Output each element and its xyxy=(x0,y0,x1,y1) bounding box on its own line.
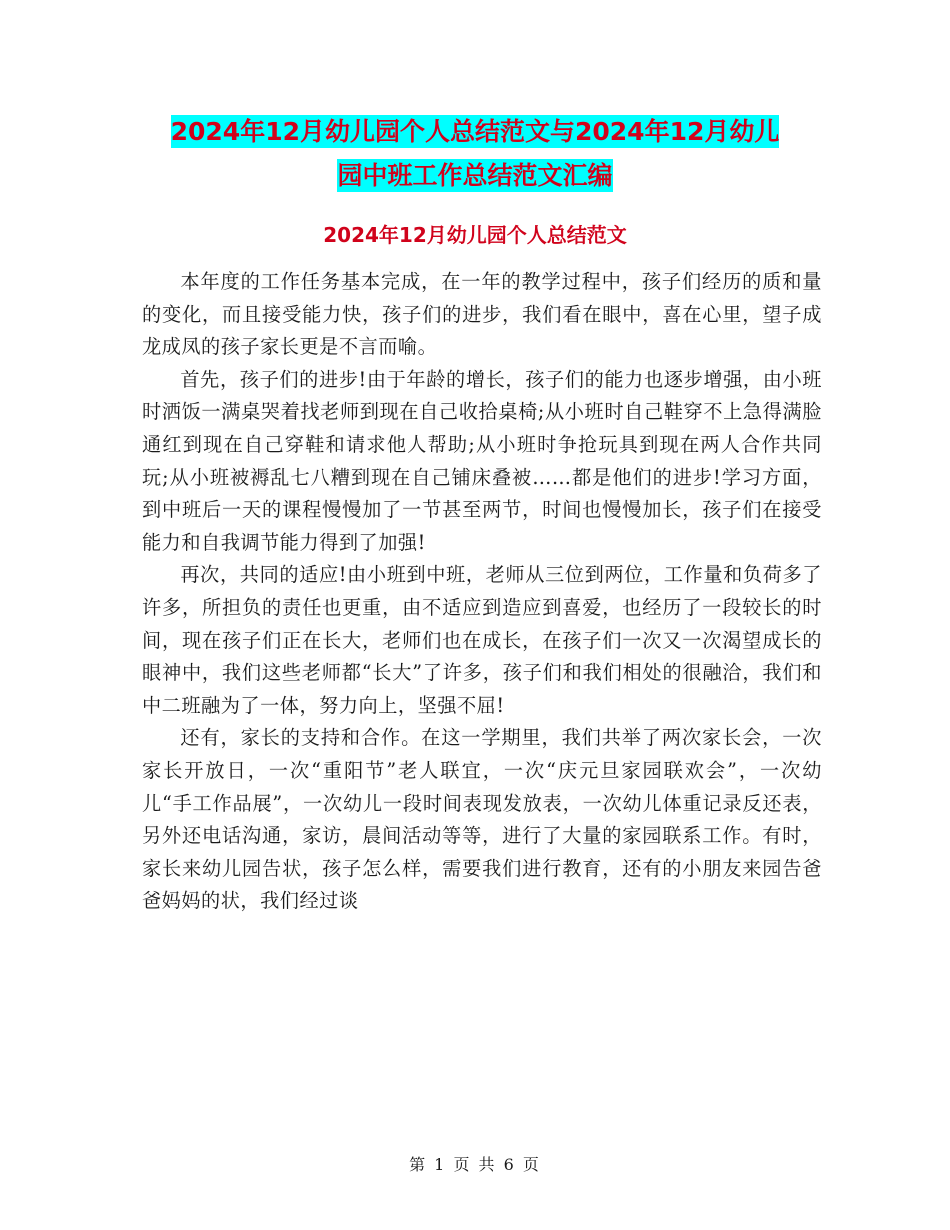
page-number-footer: 第 1 页 共 6 页 xyxy=(409,1155,541,1174)
body-paragraph: 本年度的工作任务基本完成，在一年的教学过程中，孩子们经历的质和量的变化，而且接受能力快，孩子们的进步，我们看在眼中，喜在心里，望子成龙成凤的孩子家长更是不言而喻。 xyxy=(142,270,822,359)
body-paragraph: 首先，孩子们的进步!由于年龄的增长，孩子们的能力也逐步增强，由小班时洒饭一满桌哭着找老师到现在自己收拾桌椅;从小班时自己鞋穿不上急得满脸通红到现在自己穿鞋和请求他人帮助;从小班时争抢玩具到现在两人合作共同玩;从小班被褥乱七八糟到现在自己铺床叠被……都是他们的进步!学习方面，到中班后一天的课程慢慢加了一节甚至两节，时间也慢慢加长，孩子们在接受能力和自我调节能力得到了加强! xyxy=(142,367,822,554)
document-body xyxy=(142,266,822,918)
document-title-line-1: 2024年12月幼儿园个人总结范文与2024年12月幼儿 xyxy=(170,117,780,146)
document-title-line-2: 园中班工作总结范文汇编 xyxy=(337,161,613,190)
document-title xyxy=(0,110,950,198)
body-paragraph: 还有，家长的支持和合作。在这一学期里，我们共举了两次家长会，一次家长开放日，一次“重阳节”老人联宜，一次“庆元旦家园联欢会”，一次幼儿“手工作品展”，一次幼儿一段时间表现发放表，一次幼儿体重记录反还表，另外还电话沟通，家访，晨间活动等等，进行了大量的家园联系工作。有时，家长来幼儿园告状，孩子怎么样，需要我们进行教育，还有的小朋友来园告爸爸妈妈的状，我们经过谈 xyxy=(142,726,822,913)
section-title: 2024年12月幼儿园个人总结范文 xyxy=(323,223,627,247)
body-paragraph: 再次，共同的适应!由小班到中班，老师从三位到两位，工作量和负荷多了许多，所担负的责任也更重，由不适应到造应到喜爱，也经历了一段较长的时间，现在孩子们正在长大，老师们也在成长，在孩子们一次又一次渴望成长的眼神中，我们这些老师都“长大”了许多，孩子们和我们相处的很融洽，我们和中二班融为了一体，努力向上，坚强不屈! xyxy=(142,563,822,717)
